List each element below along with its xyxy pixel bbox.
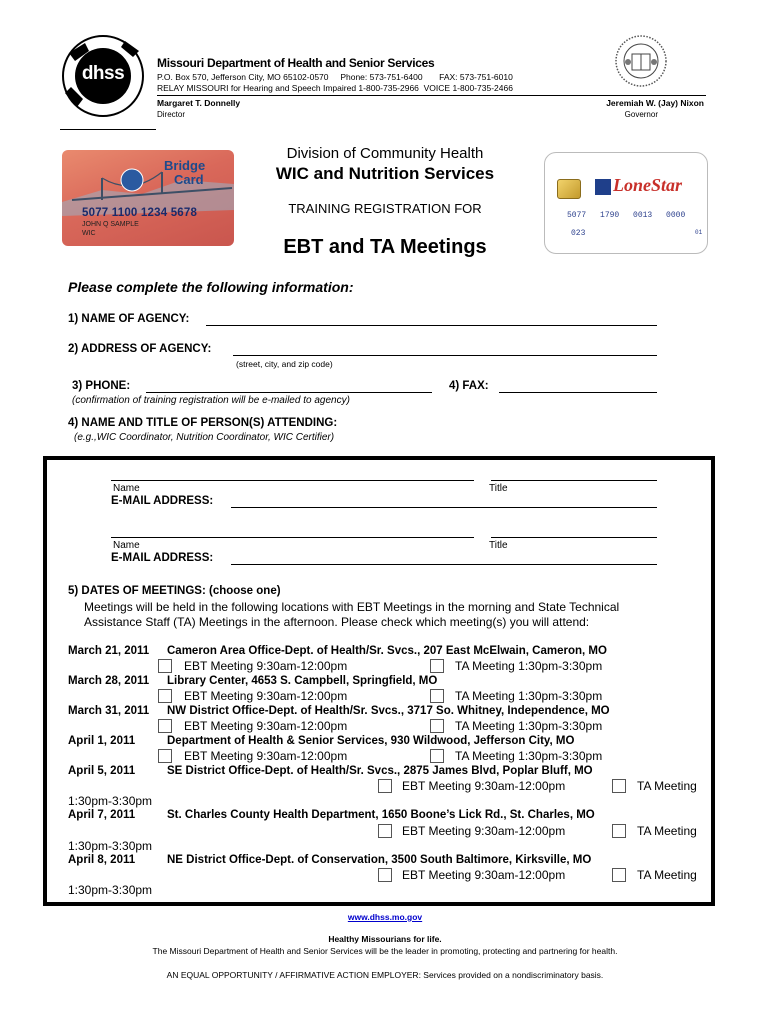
header-rule	[157, 95, 706, 96]
meeting-6-ta-checkbox[interactable]	[612, 824, 626, 838]
meeting-5-ta-time: 1:30pm-3:30pm	[68, 794, 153, 808]
footer-url[interactable]: www.dhss.mo.gov	[347, 912, 423, 922]
division-title: Division of Community Health	[286, 145, 484, 162]
training-title: TRAINING REGISTRATION FOR	[288, 201, 482, 216]
meetings-title: EBT and TA Meetings	[283, 236, 487, 258]
address-label: 2) ADDRESS OF AGENCY:	[68, 343, 212, 355]
meeting-4-ebt-label: EBT Meeting 9:30am-12:00pm	[184, 749, 348, 763]
address-hint: (street, city, and zip code)	[236, 359, 333, 369]
agency-address-field[interactable]	[233, 355, 657, 356]
meeting-7-ebt-checkbox[interactable]	[378, 868, 392, 882]
meeting-1-ebt-label: EBT Meeting 9:30am-12:00pm	[184, 659, 348, 673]
meeting-1-ta-label: TA Meeting 1:30pm-3:30pm	[455, 659, 603, 673]
meeting-2-ta-label: TA Meeting 1:30pm-3:30pm	[455, 689, 603, 703]
attendee-1-name-caption: Name	[113, 483, 140, 494]
meeting-5-ebt-checkbox[interactable]	[378, 779, 392, 793]
meeting-3-ebt-label: EBT Meeting 9:30am-12:00pm	[184, 719, 348, 733]
meeting-5-location: SE District Office-Dept. of Health/Sr. Svcs., 2875 James Blvd, Poplar Bluff, MO	[167, 765, 593, 777]
governor-name: Jeremiah W. (Jay) Nixon	[606, 98, 704, 108]
attendee-1-email-label: E-MAIL ADDRESS:	[111, 495, 214, 507]
bridge-brand-1: Bridge	[164, 158, 206, 173]
footer-mission: The Missouri Department of Health and Senior Services will be the leader in promoting, protecting and partnering for health.	[152, 946, 618, 956]
meeting-2-ebt-checkbox[interactable]	[158, 689, 172, 703]
phone-field[interactable]	[146, 392, 432, 393]
fax-label: 4) FAX:	[449, 380, 489, 392]
form-intro: Please complete the following information:	[68, 279, 354, 295]
lonestar-num-4: 0000	[666, 211, 686, 220]
meeting-5-ebt-label: EBT Meeting 9:30am-12:00pm	[402, 779, 566, 793]
attendee-2-title-field[interactable]	[491, 537, 657, 538]
meeting-7-ta-checkbox[interactable]	[612, 868, 626, 882]
agency-label: 1) NAME OF AGENCY:	[68, 313, 190, 325]
meeting-2-ta-checkbox[interactable]	[430, 689, 444, 703]
bridge-brand-2: Card	[174, 172, 204, 187]
meeting-1-ebt-checkbox[interactable]	[158, 659, 172, 673]
meeting-3-ebt-checkbox[interactable]	[158, 719, 172, 733]
meeting-3-location: NW District Office-Dept. of Health/Sr. Svcs., 3717 So. Whitney, Independence, MO	[167, 705, 610, 717]
meeting-4-ebt-checkbox[interactable]	[158, 749, 172, 763]
agency-name-field[interactable]	[206, 325, 657, 326]
meeting-5-ta-checkbox[interactable]	[612, 779, 626, 793]
attendee-1-name-field[interactable]	[111, 480, 474, 481]
meeting-7-date: April 8, 2011	[68, 854, 136, 866]
meeting-7-ebt-label: EBT Meeting 9:30am-12:00pm	[402, 868, 566, 882]
program-title: WIC and Nutrition Services	[275, 164, 495, 183]
state-seal	[614, 34, 668, 88]
meeting-1-date: March 21, 2011	[68, 645, 150, 657]
meeting-6-date: April 7, 2011	[68, 809, 136, 821]
meeting-1-ta-checkbox[interactable]	[430, 659, 444, 673]
logo-underline	[60, 129, 156, 130]
meeting-6-ebt-label: EBT Meeting 9:30am-12:00pm	[402, 824, 566, 838]
lonestar-num-3: 0013	[633, 211, 653, 220]
phone-label: 3) PHONE:	[72, 380, 131, 392]
attendee-2-title-caption: Title	[489, 540, 508, 551]
meeting-5-ta-label: TA Meeting	[637, 779, 697, 793]
footer-eeo: AN EQUAL OPPORTUNITY / AFFIRMATIVE ACTION EMPLOYER: Services provided on a nondiscriminatory basis.	[166, 970, 604, 980]
meeting-3-ta-checkbox[interactable]	[430, 719, 444, 733]
meeting-4-ta-checkbox[interactable]	[430, 749, 444, 763]
dept-address: P.O. Box 570, Jefferson City, MO 65102-0570 Phone: 573-751-6400 FAX: 573-751-6010	[157, 72, 513, 82]
dates-intro-1: Meetings will be held in the following locations with EBT Meetings in the morning and State Technical	[84, 600, 620, 614]
meeting-7-ta-time: 1:30pm-3:30pm	[68, 883, 153, 897]
dept-relay: RELAY MISSOURI for Hearing and Speech Impaired 1-800-735-2966 VOICE 1-800-735-2466	[157, 83, 513, 93]
meeting-6-ta-time: 1:30pm-3:30pm	[68, 839, 153, 853]
governor-title: Governor	[624, 110, 658, 119]
attendee-1-title-field[interactable]	[491, 480, 657, 481]
meeting-4-ta-label: TA Meeting 1:30pm-3:30pm	[455, 749, 603, 763]
attendee-1-email-field[interactable]	[231, 507, 657, 508]
bridge-card-holder: JOHN Q SAMPLE	[82, 221, 139, 228]
persons-hint: (e.g.,WIC Coordinator, Nutrition Coordinator, WIC Certifier)	[74, 432, 335, 443]
meeting-2-location: Library Center, 4653 S. Campbell, Springfield, MO	[167, 675, 438, 687]
footer-slogan: Healthy Missourians for life.	[328, 934, 442, 944]
meeting-2-date: March 28, 2011	[68, 675, 150, 687]
persons-label: 4) NAME AND TITLE OF PERSON(S) ATTENDING:	[68, 417, 338, 429]
dates-heading: 5) DATES OF MEETINGS: (choose one)	[68, 585, 281, 597]
attendee-2-name-field[interactable]	[111, 537, 474, 538]
lonestar-num-1: 5077	[567, 211, 587, 220]
meeting-7-ta-label: TA Meeting	[637, 868, 697, 882]
director-name: Margaret T. Donnelly	[157, 98, 241, 108]
bridge-card-holder2: WIC	[82, 230, 96, 237]
attendee-2-email-field[interactable]	[231, 564, 657, 565]
attendee-2-name-caption: Name	[113, 540, 140, 551]
meeting-3-ta-label: TA Meeting 1:30pm-3:30pm	[455, 719, 603, 733]
phone-note: (confirmation of training registration will be e-mailed to agency)	[72, 395, 350, 406]
lonestar-brand: LoneStar	[613, 175, 683, 195]
meeting-1-location: Cameron Area Office-Dept. of Health/Sr. Svcs., 207 East McElwain, Cameron, MO	[167, 645, 607, 657]
meeting-7-location: NE District Office-Dept. of Conservation, 3500 South Baltimore, Kirksville, MO	[167, 854, 592, 866]
meeting-3-date: March 31, 2011	[68, 705, 150, 717]
meeting-2-ebt-label: EBT Meeting 9:30am-12:00pm	[184, 689, 348, 703]
lonestar-code-right: 01	[695, 229, 703, 236]
dhss-logo	[55, 33, 155, 119]
attendee-1-title-caption: Title	[489, 483, 508, 494]
attendee-2-email-label: E-MAIL ADDRESS:	[111, 552, 214, 564]
meeting-4-date: April 1, 2011	[68, 735, 136, 747]
meeting-6-ta-label: TA Meeting	[637, 824, 697, 838]
lonestar-code-left: 023	[571, 229, 586, 238]
dept-name: Missouri Department of Health and Senior Services	[157, 56, 435, 70]
bridge-card-number: 5077 1100 1234 5678	[82, 207, 198, 219]
dates-intro-2: Assistance Staff (TA) Meetings in the afternoon. Please check which meeting(s) you will attend:	[84, 615, 590, 629]
lonestar-num-2: 1790	[600, 211, 620, 220]
fax-field[interactable]	[499, 392, 657, 393]
meeting-6-ebt-checkbox[interactable]	[378, 824, 392, 838]
meeting-4-location: Department of Health & Senior Services, 930 Wildwood, Jefferson City, MO	[167, 735, 575, 747]
director-title: Director	[157, 110, 186, 119]
meeting-6-location: St. Charles County Health Department, 1650 Boone’s Lick Rd., St. Charles, MO	[167, 809, 595, 821]
meeting-5-date: April 5, 2011	[68, 765, 136, 777]
logo-text: dhss	[81, 63, 125, 84]
